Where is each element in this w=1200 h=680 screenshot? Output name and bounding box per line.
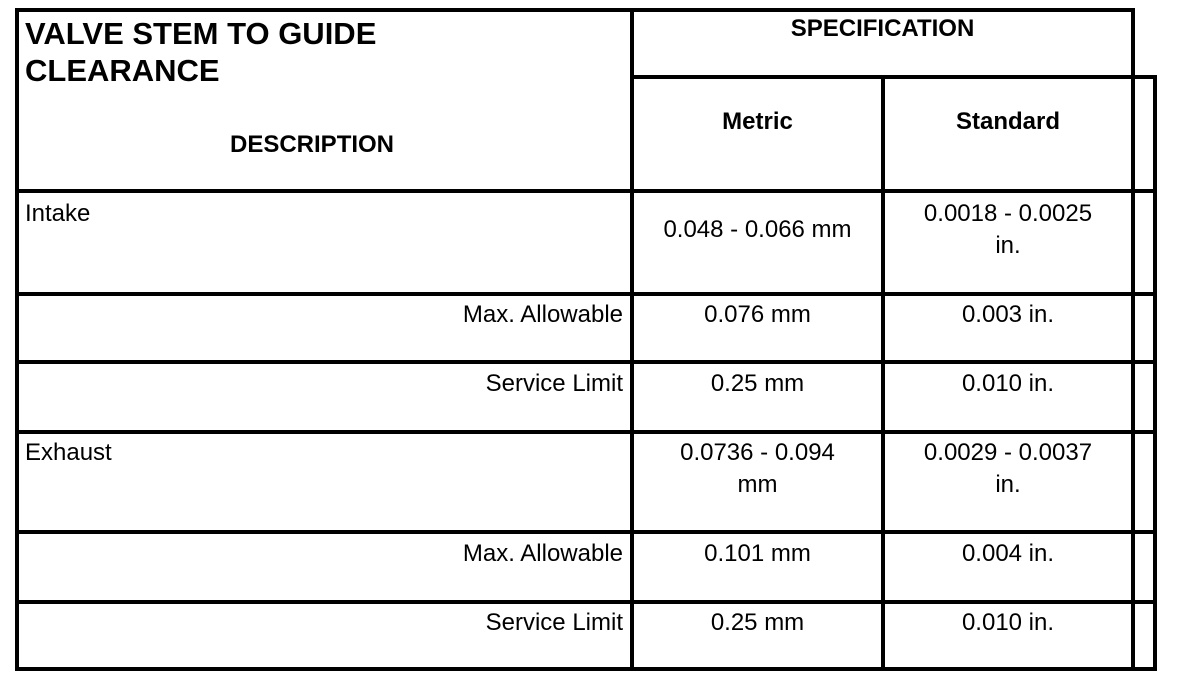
row-divider [15, 430, 1157, 434]
header-row-divider [15, 189, 1157, 193]
row-divider [15, 530, 1157, 534]
metric-value-unit: mm [737, 471, 778, 498]
standard-value: 0.010 in. [961, 370, 1055, 397]
table-border-right-inner [1131, 8, 1135, 671]
row-divider [15, 292, 1157, 296]
metric-value: 0.076 mm [704, 301, 811, 328]
table-border-right-outer [1153, 76, 1157, 671]
standard-value: 0.010 in. [961, 609, 1055, 636]
row-description: Max. Allowable [462, 301, 623, 328]
table-border-top [15, 8, 1135, 12]
standard-value: 0.004 in. [961, 540, 1055, 567]
table-title-line-1: VALVE STEM TO GUIDE [25, 16, 377, 51]
row-description: Service Limit [485, 609, 623, 636]
standard-value: 0.003 in. [961, 301, 1055, 328]
row-divider [15, 600, 1157, 604]
table-title-line-2: CLEARANCE [25, 53, 220, 88]
row-description: Exhaust [25, 439, 112, 466]
standard-value-unit: in. [995, 471, 1021, 498]
specification-underline [630, 75, 1157, 79]
standard-value: 0.0029 - 0.0037 [923, 439, 1093, 466]
row-description: Max. Allowable [462, 540, 623, 567]
metric-value: 0.25 mm [710, 370, 805, 397]
metric-value: 0.0736 - 0.094 [680, 439, 835, 466]
standard-header: Standard [955, 108, 1060, 135]
metric-value: 0.25 mm [710, 609, 805, 636]
metric-value: 0.048 - 0.066 mm [663, 216, 852, 243]
metric-header: Metric [722, 108, 793, 135]
description-header: DESCRIPTION [230, 131, 395, 158]
table-border-bottom [15, 667, 1157, 671]
row-divider [15, 360, 1157, 364]
standard-value: 0.0018 - 0.0025 [923, 200, 1093, 227]
standard-value-unit: in. [995, 232, 1021, 259]
row-description: Intake [25, 200, 91, 227]
specification-header: SPECIFICATION [790, 15, 975, 42]
table-border-left [15, 8, 19, 671]
row-description: Service Limit [485, 370, 623, 397]
metric-value: 0.101 mm [704, 540, 811, 567]
